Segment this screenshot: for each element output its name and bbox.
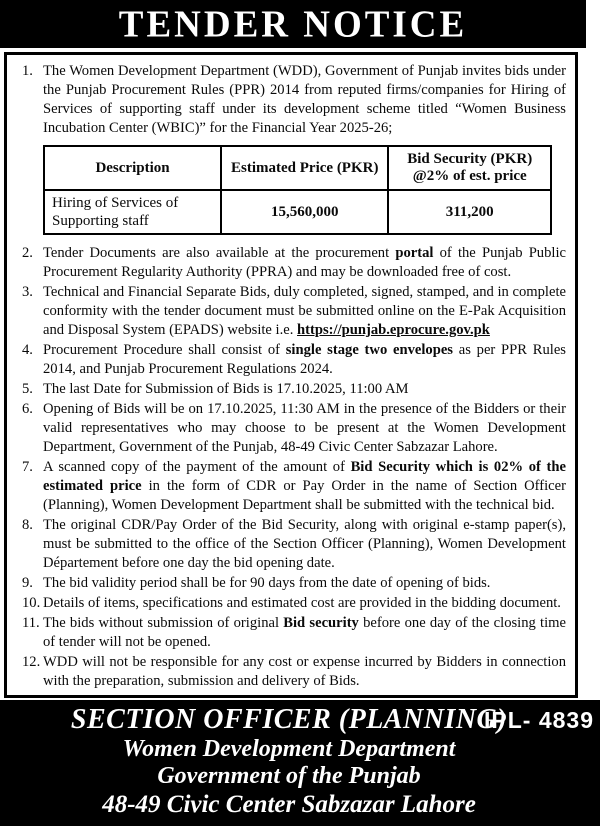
footer-department: Women Development Department	[122, 736, 456, 762]
header-band	[0, 0, 586, 48]
list-item	[12, 244, 566, 282]
table-cell: Hiring of Services of Supporting staff	[44, 190, 221, 234]
list-item-text: The original CDR/Pay Order of the Bid Security, along with original e-stamp paper(s), must be submitted to the office of the Section Officer (Planning), Women Development Département before one day the bid opening date.	[43, 516, 566, 571]
footer-government: Government of the Punjab	[157, 763, 421, 789]
footer-band	[0, 700, 600, 826]
epads-url: https://punjab.eprocure.gov.pk	[297, 322, 490, 339]
list-item-text: The Women Development Department (WDD), Government of Punjab invites bids under the Punjab Procurement Rules (PPR) 2014 from reputed firms/companies for Hiring of Services of supporting staff under its development scheme titled “Women Business Incubation Center (WBIC)” for the Financial Year 2025-26;	[43, 63, 566, 136]
table-cell: 15,560,000	[221, 190, 388, 234]
tender-table	[43, 145, 552, 236]
list-item-number: 5.	[22, 381, 33, 398]
list-item-number: 7.	[22, 459, 33, 476]
list-item-number: 3.	[22, 284, 33, 301]
list-item-number: 10.	[22, 594, 41, 611]
table-header-cell: Bid Security (PKR) @2% of est. price	[388, 146, 551, 191]
table-header-cell: Estimated Price (PKR)	[221, 146, 388, 191]
notice-list	[12, 62, 566, 691]
list-item	[12, 380, 566, 399]
list-item	[12, 341, 566, 379]
list-item-text: The bid validity period shall be for 90 days from the date of opening of bids.	[43, 574, 491, 591]
list-item-number: 8.	[22, 516, 33, 533]
table-header-cell: Description	[44, 146, 221, 191]
list-item-number: 11.	[22, 614, 40, 631]
list-item	[12, 653, 566, 691]
page-title: TENDER NOTICE	[118, 2, 468, 46]
notice-body	[4, 52, 578, 698]
table-row	[44, 190, 551, 234]
list-item-number: 9.	[22, 574, 33, 591]
list-item	[12, 574, 566, 593]
list-item	[12, 283, 566, 340]
footer-address: 48-49 Civic Center Sabzazar Lahore	[102, 791, 476, 818]
list-item-text: Details of items, specifications and estimated cost are provided in the bidding document.	[43, 594, 561, 611]
list-item-number: 1.	[22, 63, 33, 79]
footer-officer-title: SECTION OFFICER (PLANNING)	[70, 704, 508, 735]
list-item-number: 2.	[22, 245, 33, 262]
list-item	[12, 594, 566, 613]
list-item	[12, 614, 566, 652]
list-item-text: Procurement Procedure shall consist of single stage two envelopes as per PPR Rules 2014, and Punjab Procurement Regulations 2024.	[43, 342, 566, 378]
list-item-text: The bids without submission of original Bid security before one day of the closing time of tender will not be opened.	[43, 614, 566, 650]
list-item-number: 12.	[22, 653, 41, 670]
table-cell: 311,200	[388, 190, 551, 234]
list-item-text: Technical and Financial Separate Bids, duly completed, signed, stamped, and in complete conformity with the tender document must be submitted online on the E-Pak Acquisition and Disposal System (EPADS) website i.e. https://punjab.eprocure.gov.pk	[43, 284, 566, 339]
list-item	[12, 400, 566, 457]
list-item-text: Tender Documents are also available at the procurement portal of the Punjab Public Procurement Regularity Authority (PPRA) and may be downloaded free of cost.	[43, 245, 566, 281]
list-item	[12, 516, 566, 573]
list-item-text: The last Date for Submission of Bids is 17.10.2025, 11:00 AM	[43, 381, 409, 398]
list-item-number: 6.	[22, 401, 33, 418]
list-item-text: A scanned copy of the payment of the amount of Bid Security which is 02% of the estimated price in the form of CDR or Pay Order in the name of Section Officer (Planning), Women Development Department shall be submitted with the technical bid.	[43, 459, 567, 513]
list-item-number: 4.	[22, 342, 33, 359]
list-item	[12, 458, 566, 515]
list-item-text: Opening of Bids will be on 17.10.2025, 11:30 AM in the presence of the Bidders or their valid representatives who may choose to be present at the Women Development Department, Government of the Punjab, 48-49 Civic Center Sabzazar Lahore.	[43, 401, 566, 456]
ipl-ad-number: IPL- 4839	[484, 707, 594, 733]
list-item-text: WDD will not be responsible for any cost or expense incurred by Bidders in connection with the preparation, submission and delivery of Bids.	[43, 653, 566, 689]
list-item	[12, 62, 566, 138]
